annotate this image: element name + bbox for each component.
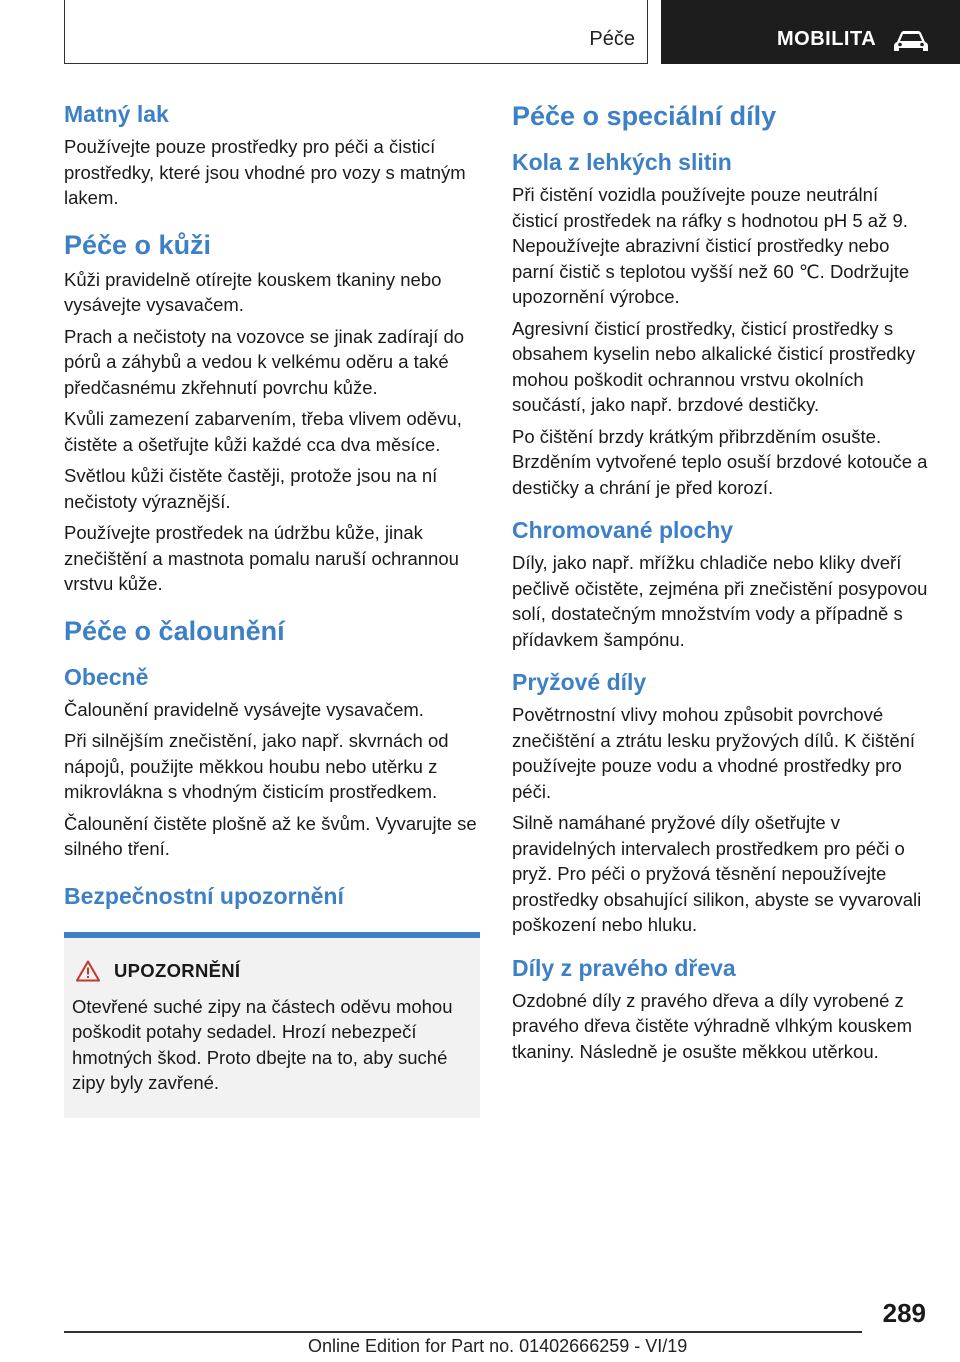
header-tab-label: MOBILITA xyxy=(777,28,877,50)
paragraph: Při čistění vozidla používejte pouze neutrální čisticí prostředek na ráfky s hodnotou pH 5 až 9. Nepoužívejte abrazivní čisticí prostředky nebo parní čistič s teplotou vyšší než 60 ℃. Dodržujte upozornění výrobce. xyxy=(512,184,910,307)
right-column xyxy=(512,100,928,1070)
paragraph: Kůži pravidelně otírejte kouskem tkaniny nebo vysávejte vysavačem. xyxy=(64,268,442,315)
paragraph: Čalounění pravidelně vysávejte vysavačem. xyxy=(64,698,424,720)
warning-text: Otevřené suché zipy na částech oděvu mohou poškodit potahy sedadel. Hrozí nebezpečí hmotných škod. Proto dbejte na to, aby suché zipy byly zavřené. xyxy=(72,995,453,1093)
heading-obecne: Obecně xyxy=(64,663,149,690)
paragraph: Při silnějším znečistění, jako např. skvrnách od nápojů, použijte měkkou houbu nebo utěrku z mikrovlákna s vhodným čisticím prostředkem. xyxy=(64,730,449,802)
paragraph: Díly, jako např. mřížku chladiče nebo kliky dveří pečlivě očistěte, zejména při znečistění posypovou solí, dostatečným množstvím vody a případně s přídavkem šampónu. xyxy=(512,552,928,650)
heading-pece-o-kuzi: Péče o kůži xyxy=(64,229,212,260)
paragraph: Povětrnostní vlivy mohou způsobit povrchové znečištění a ztrátu lesku pryžových dílů. K čištění používejte pouze vodu a vhodné prostředky pro péči. xyxy=(512,704,916,802)
heading-kola-z-lehkych-slitin: Kola z lehkých slitin xyxy=(512,149,732,175)
page-number: 289 xyxy=(882,1298,926,1328)
heading-matny-lak: Matný lak xyxy=(64,101,169,127)
warning-header xyxy=(72,960,470,982)
warning-box xyxy=(64,932,480,1118)
heading-pece-o-specialni-dily: Péče o speciální díly xyxy=(512,101,777,131)
left-column xyxy=(64,100,480,1118)
footer-divider xyxy=(64,1331,862,1333)
heading-pryzove-dily: Pryžové díly xyxy=(512,669,647,695)
paragraph: Čalounění čistěte plošně až ke švům. Vyvarujte se silného tření. xyxy=(64,812,477,859)
paragraph: Prach a nečistoty na vozovce se jinak zadírají do pórů a záhybů a vedou k velkému oděru a také předčasnému zkřehnutí povrchu kůže. xyxy=(64,325,465,398)
header-tab xyxy=(661,0,960,64)
paragraph: Agresivní čisticí prostředky, čisticí prostředky s obsahem kyselin nebo alkalické čisticí prostředky mohou poškodit ochrannou vrstvu okolních součástí, jako např. brzdové destičky. xyxy=(512,317,916,415)
paragraph: Kvůli zamezení zabarvením, třeba vlivem oděvu, čistěte a ošetřujte kůži každé cca dva měsíce. xyxy=(64,408,462,455)
paragraph: Po čištění brzdy krátkým přibrzděním osušte. Brzděním vytvořené teplo osuší brzdové kotouče a destičky a chrání je před korozí. xyxy=(512,425,928,498)
footer-edition: Online Edition for Part no. 01402666259 - VI/19 xyxy=(308,1336,688,1356)
heading-pece-o-calouneni: Péče o čalounění xyxy=(64,615,285,646)
paragraph: Používejte pouze prostředky pro péči a čisticí prostředky, které jsou vhodné pro vozy s matným lakem. xyxy=(64,136,466,208)
warning-title: UPOZORNĚNÍ xyxy=(114,959,241,981)
header-section-title: Péče xyxy=(589,28,635,50)
heading-dily-z-praveho-dreva: Díly z pravého dřeva xyxy=(512,954,736,981)
car-icon xyxy=(893,30,929,52)
heading-bezpecnostni-upozorneni: Bezpečnostní upozornění xyxy=(64,882,344,909)
paragraph: Používejte prostředek na údržbu kůže, jinak znečištění a mastnota pomalu naruší ochrannou vrstvu kůže. xyxy=(64,522,459,594)
heading-chromovane-plochy: Chromované plochy xyxy=(512,517,734,543)
warning-triangle-icon xyxy=(76,960,100,982)
header-frame xyxy=(64,0,648,64)
paragraph: Silně namáhané pryžové díly ošetřujte v pravidelných intervalech prostředkem pro péči o pryž. Pro péči o pryžová těsnění nepoužívejte prostředky obsahující silikon, abyste se vyvarovali poškození nebo hluku. xyxy=(512,812,922,935)
paragraph: Ozdobné díly z pravého dřeva a díly vyrobené z pravého dřeva čistěte výhradně vlhkým kouskem tkaniny. Následně je osušte měkkou utěrkou. xyxy=(512,989,912,1062)
paragraph: Světlou kůži čistěte častěji, protože jsou na ní nečistoty výraznější. xyxy=(64,465,438,512)
